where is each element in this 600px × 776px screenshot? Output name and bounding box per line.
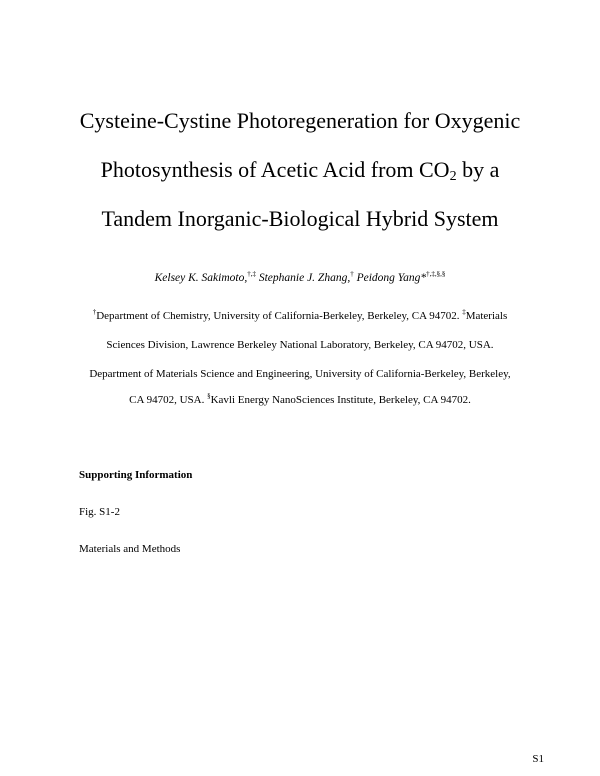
author-name: Peidong Yang* xyxy=(353,272,427,284)
title-line-2-end: by a xyxy=(456,157,500,182)
affiliation-text: CA 94702, USA. xyxy=(129,394,208,406)
author-name: Stephanie J. Zhang, xyxy=(255,272,351,284)
author-affiliation-marks: †,‡ xyxy=(247,270,256,278)
affiliation-line-3: Department of Materials Science and Engineering, University of California-Berkeley, Berkeley, xyxy=(89,368,511,380)
affiliation-text: Kavli Energy NanoSciences Institute, Berkeley, CA 94702. xyxy=(210,394,471,406)
affiliation-text: Materials xyxy=(465,310,508,322)
author-affiliation-marks: †,‡,§,§ xyxy=(426,270,446,278)
title-line-2 xyxy=(0,157,600,183)
author-list xyxy=(0,270,600,286)
affiliation-mark: ‡ xyxy=(462,308,466,316)
author-affiliation-marks: † xyxy=(350,270,354,278)
author-name: Kelsey K. Sakimoto, xyxy=(154,272,248,284)
title-line-2-start: Photosynthesis of Acetic Acid from CO xyxy=(100,157,450,182)
title-line-3: Tandem Inorganic-Biological Hybrid System xyxy=(101,206,499,231)
title-subscript: 2 xyxy=(449,169,457,184)
figure-reference: Fig. S1-2 xyxy=(79,506,120,518)
affiliation-mark: † xyxy=(92,308,97,316)
affiliation-mark: § xyxy=(207,392,211,400)
title-line-1: Cysteine-Cystine Photoregeneration for Oxygenic xyxy=(79,108,521,133)
page-number: S1 xyxy=(532,753,544,765)
affiliation-line-4 xyxy=(0,393,600,407)
supporting-information-heading: Supporting Information xyxy=(79,469,193,481)
affiliation-text: Department of Chemistry, University of California-Berkeley, Berkeley, CA 94702. xyxy=(96,310,463,322)
materials-methods-entry: Materials and Methods xyxy=(79,543,181,555)
affiliation-line-2: Sciences Division, Lawrence Berkeley National Laboratory, Berkeley, CA 94702, USA. xyxy=(106,339,494,351)
affiliation-line-1 xyxy=(0,309,600,323)
